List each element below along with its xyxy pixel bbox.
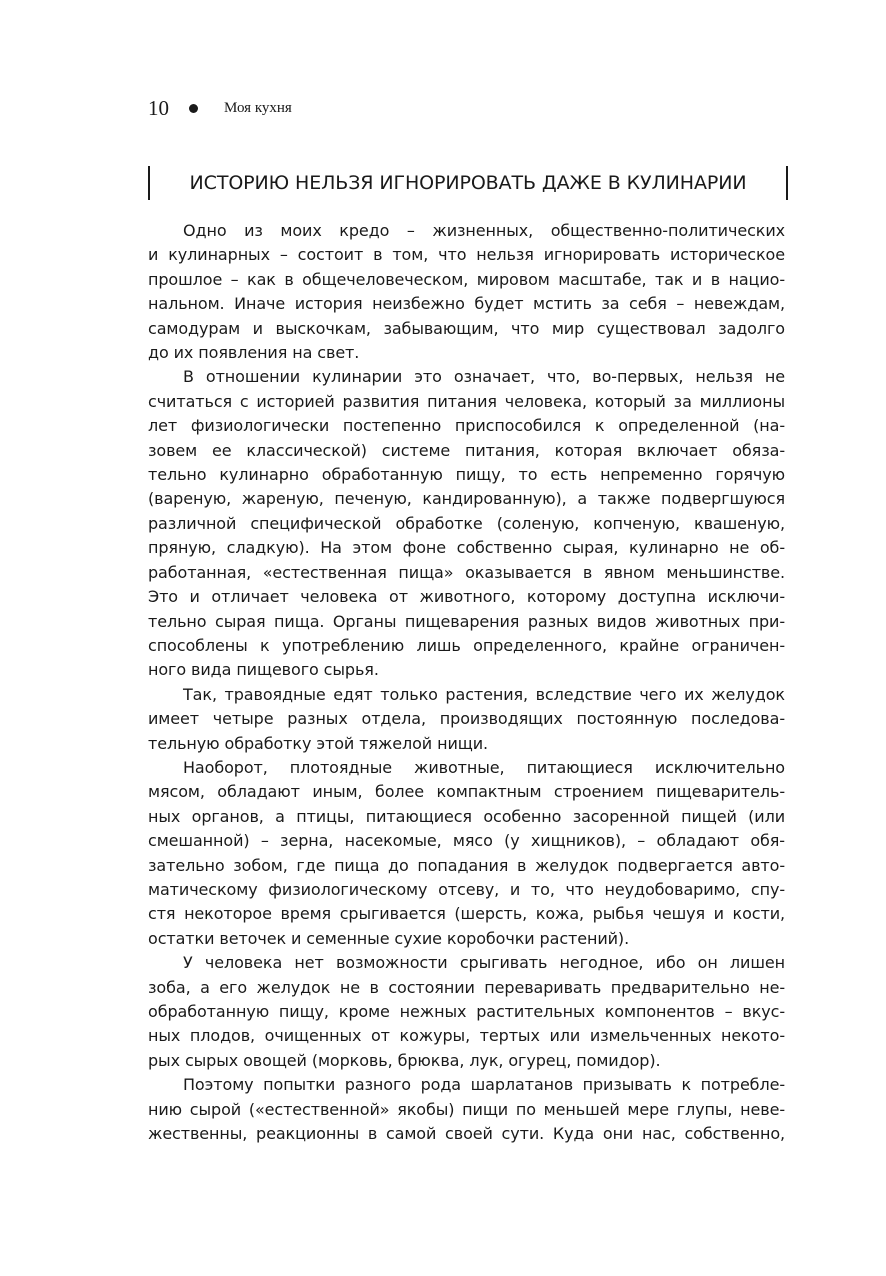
paragraph (148, 756, 785, 951)
running-header (148, 96, 292, 121)
text-line: считаться с историей развития питания человека, который за миллионы (148, 391, 785, 411)
text-line: зательно зобом, где пища до попадания в желудок подвергается авто- (148, 855, 785, 875)
text-line: нию сырой («естественной» якобы) пищи по меньшей мере глупы, неве- (148, 1099, 785, 1119)
bullet-icon (189, 104, 198, 113)
text-line: пряную, сладкую). На этом фоне собственно сырая, кулинарно не об- (148, 538, 785, 558)
text-line: смешанной) – зерна, насекомые, мясо (у хищников), – обладают обя- (148, 831, 785, 851)
paragraph (148, 951, 785, 1073)
text-line: имеет четыре разных отдела, производящих постоянную последова- (148, 709, 785, 729)
paragraph (148, 219, 785, 365)
paragraph (148, 683, 785, 756)
text-line: зовем ее классической) системе питания, которая включает обяза- (148, 440, 785, 460)
text-line: Наоборот, плотоядные животные, питающиеся исключительно (183, 757, 785, 777)
text-line: мясом, обладают иным, более компактным строением пищеваритель- (148, 782, 785, 802)
text-line: обработанную пищу, кроме нежных растительных компонентов – вкус- (148, 1002, 785, 1021)
text-line: зоба, а его желудок не в состоянии переваривать предварительно не- (148, 977, 785, 997)
text-line: тельно кулинарно обработанную пищу, то есть непременно горячую (148, 465, 785, 485)
text-line: тельно сырая пища. Органы пищеварения разных видов животных при- (148, 611, 785, 631)
text-line: нальном. Иначе история неизбежно будет мстить за себя – невеждам, (148, 294, 785, 314)
text-line: Одно из моих кредо – жизненных, общественно-политических (183, 221, 785, 240)
text-line: Так, травоядные едят только растения, вследствие чего их желудок (183, 684, 785, 704)
text-line: Поэтому попытки разного рода шарлатанов призывать к потребле- (183, 1075, 785, 1095)
text-line: жественны, реакционны в самой своей сути. Куда они нас, собственно, (148, 1124, 785, 1144)
text-line: способлены к употреблению лишь определенного, крайне ограничен- (148, 635, 785, 655)
text-line: тельную обработку этой тяжелой нищи. (148, 733, 489, 753)
text-line: лет физиологически постепенно приспособился к определенной (на- (148, 416, 785, 436)
text-line: ных органов, а птицы, питающиеся особенно засоренной пищей (или (148, 806, 785, 826)
text-line: Это и отличает человека от животного, которому доступна исключи- (148, 587, 785, 607)
text-line: работанная, «естественная пища» оказывается в явном меньшинстве. (148, 562, 785, 582)
text-line: матическому физиологическому отсеву, и то, что неудобоваримо, спу- (148, 879, 785, 899)
text-line: ных плодов, очищенных от кожуры, тертых или измельченных некото- (148, 1026, 785, 1046)
paragraph (148, 1073, 785, 1146)
text-line: остатки веточек и семенные сухие коробочки растений). (148, 928, 630, 948)
text-line: до их появления на свет. (148, 343, 360, 363)
text-line: У человека нет возможности срыгивать негодное, ибо он лишен (183, 953, 785, 973)
text-line: и кулинарных – состоит в том, что нельзя игнорировать историческое (148, 245, 785, 265)
book-title: Моя кухня (224, 100, 292, 116)
text-line: (вареную, жареную, печеную, кандированную), а также подвергшуюся (148, 489, 785, 509)
text-line: различной специфической обработке (соленую, копченую, квашеную, (148, 513, 785, 533)
text-line: рых сырых овощей (морковь, брюква, лук, огурец, помидор). (148, 1050, 661, 1070)
text-line: прошлое – как в общечеловеческом, мировом масштабе, так и в нацио- (148, 269, 785, 289)
section-heading: ИСТОРИЮ НЕЛЬЗЯ ИГНОРИРОВАТЬ ДАЖЕ В КУЛИНАРИИ (148, 166, 788, 200)
text-line: стя некоторое время срыгивается (шерсть, кожа, рыбья чешуя и кости, (148, 904, 785, 924)
text-line: ного вида пищевого сырья. (148, 660, 379, 680)
page-number: 10 (148, 96, 169, 120)
body-text (148, 219, 785, 1146)
paragraph (148, 365, 785, 682)
text-line: самодурам и выскочкам, забывающим, что мир существовал задолго (148, 318, 785, 338)
text-line: В отношении кулинарии это означает, что, во-первых, нельзя не (183, 367, 785, 387)
